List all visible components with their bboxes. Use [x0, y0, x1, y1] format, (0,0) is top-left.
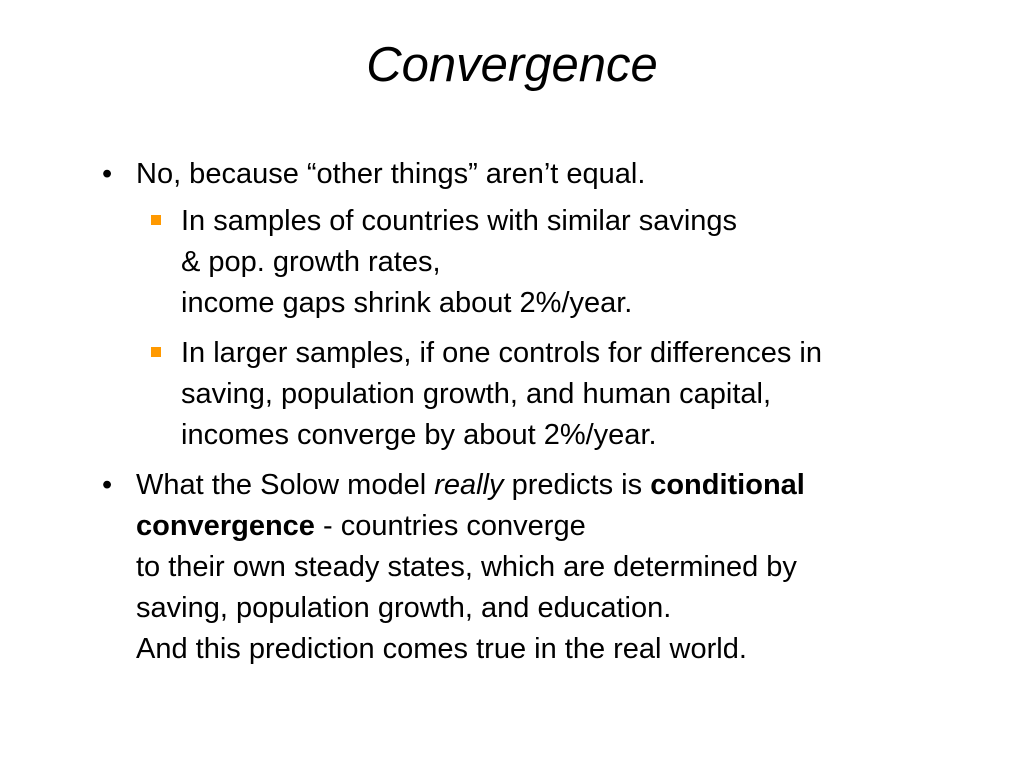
- bullet-text-segment: - countries converge: [314, 510, 586, 542]
- bullet-line: And this prediction comes true in the real world.: [136, 633, 747, 665]
- sub-bullet-line: In larger samples, if one controls for differences in: [181, 337, 823, 369]
- bullet-line: [136, 465, 936, 506]
- bullet-item: [102, 465, 936, 670]
- bullet-dot-icon: •: [102, 158, 113, 190]
- bullet-text-segment: predicts is: [503, 469, 651, 501]
- slide-title: Convergence: [366, 38, 658, 92]
- bold-term: convergence: [136, 510, 315, 542]
- emphasis-text: really: [434, 469, 504, 501]
- sub-bullet-line: saving, population growth, and human capital,: [181, 378, 772, 410]
- bullet-text: No, because “other things” aren’t equal.: [136, 158, 646, 190]
- bold-term: conditional: [650, 469, 805, 501]
- sub-bullet-line: & pop. growth rates,: [181, 246, 441, 278]
- sub-bullet-item: [181, 201, 951, 324]
- sub-bullet-line: income gaps shrink about 2%/year.: [181, 287, 633, 319]
- orange-square-bullet-icon: [151, 347, 161, 357]
- bullet-item: [102, 154, 936, 195]
- bullet-line: saving, population growth, and education.: [136, 592, 672, 624]
- bullet-text-segment: What the Solow model: [136, 469, 435, 501]
- sub-bullet-line: incomes converge by about 2%/year.: [181, 419, 657, 451]
- sub-bullet-item: [181, 333, 951, 456]
- orange-square-bullet-icon: [151, 215, 161, 225]
- bullet-line: to their own steady states, which are determined by: [136, 551, 797, 583]
- sub-bullet-line: In samples of countries with similar savings: [181, 205, 738, 237]
- bullet-line: [136, 506, 936, 547]
- bullet-dot-icon: •: [102, 469, 113, 501]
